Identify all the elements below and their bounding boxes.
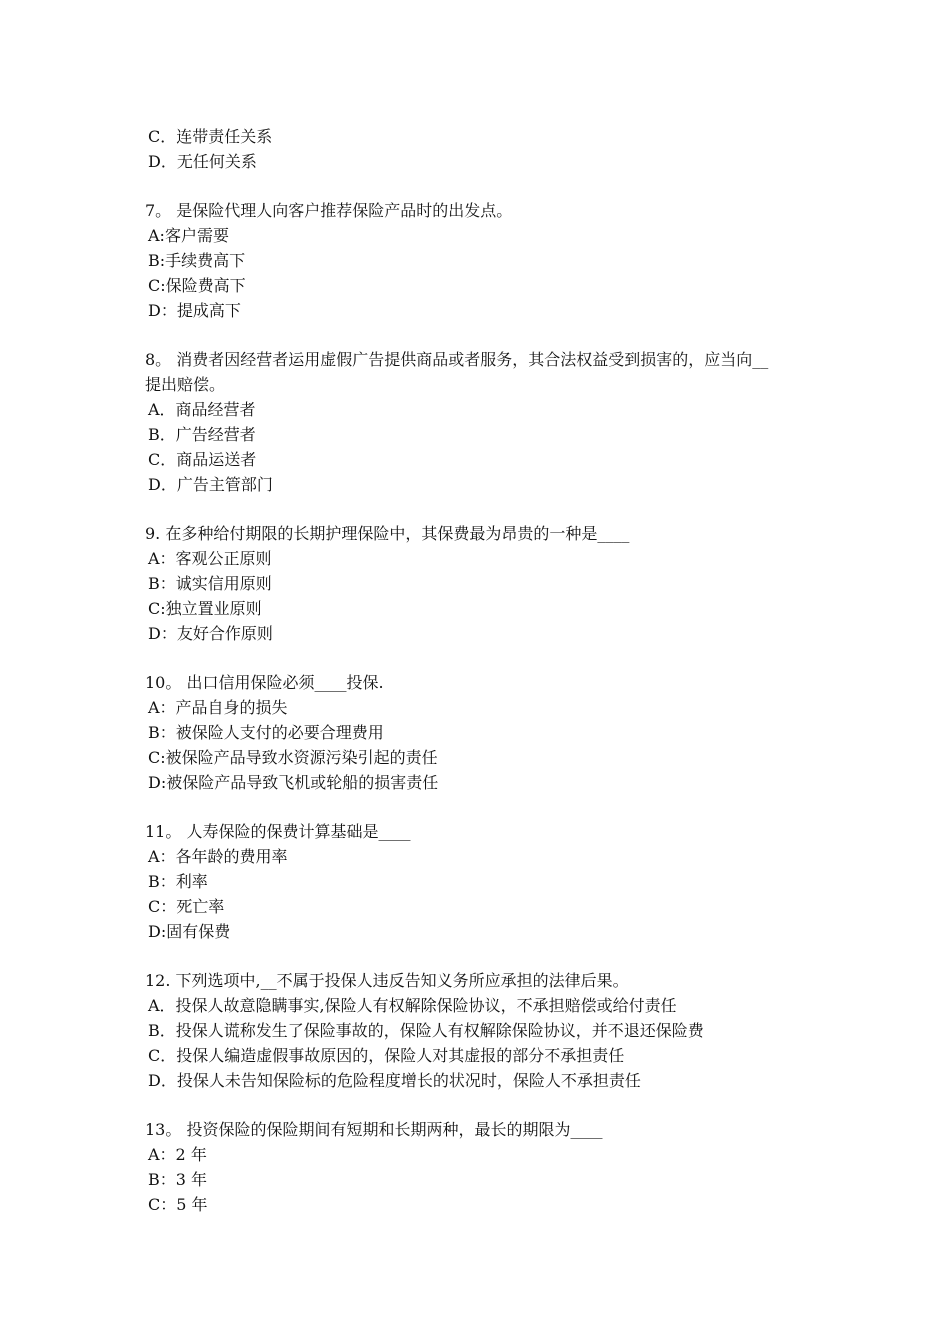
question-11 <box>145 819 825 944</box>
option-line: D．投保人未告知保险标的危险程度增长的状况时，保险人不承担责任 <box>148 1071 641 1090</box>
question-stem: 提出赔偿。 <box>145 375 226 394</box>
option-line: A：产品自身的损失 <box>148 698 288 717</box>
option-line: B．投保人谎称发生了保险事故的，保险人有权解除保险协议，并不退还保险费 <box>148 1021 704 1040</box>
option-line: C．投保人编造虚假事故原因的，保险人对其虚报的部分不承担责任 <box>148 1046 625 1065</box>
question-stem: 11。 人寿保险的保费计算基础是____ <box>145 822 411 841</box>
option-line: A．商品经营者 <box>148 400 256 419</box>
option-line: C:保险费高下 <box>148 276 246 295</box>
question-8 <box>145 347 825 497</box>
option-line: C：5 年 <box>148 1195 208 1214</box>
question-stem: 9. 在多种给付期限的长期护理保险中，其保费最为昂贵的一种是____ <box>145 524 630 543</box>
option-line: D．无任何关系 <box>148 152 257 171</box>
question-stem: 13。 投资保险的保险期间有短期和长期两种，最长的期限为____ <box>145 1120 603 1139</box>
option-line: A：客观公正原则 <box>148 549 272 568</box>
option-line: D:被保险产品导致飞机或轮船的损害责任 <box>148 773 439 792</box>
option-line: D．广告主管部门 <box>148 475 273 494</box>
option-line: A:客户需要 <box>148 226 229 245</box>
option-line: B：3 年 <box>148 1170 208 1189</box>
option-line: A：各年龄的费用率 <box>148 847 288 866</box>
question-stem: 10。 出口信用保险必须____投保. <box>145 673 384 692</box>
option-line: D：友好合作原则 <box>148 624 273 643</box>
question-stem: 12. 下列选项中,__不属于投保人违反告知义务所应承担的法律后果。 <box>145 971 629 990</box>
option-line: C:独立置业原则 <box>148 599 262 618</box>
option-line: B:手续费高下 <box>148 251 246 270</box>
question-12 <box>145 968 825 1093</box>
option-line: C:被保险产品导致水资源污染引起的责任 <box>148 748 438 767</box>
option-line: B：被保险人支付的必要合理费用 <box>148 723 384 742</box>
option-line: B：诚实信用原则 <box>148 574 272 593</box>
option-line: C：死亡率 <box>148 897 225 916</box>
option-line: B．广告经营者 <box>148 425 256 444</box>
question-7 <box>145 198 825 323</box>
option-line: D：提成高下 <box>148 301 241 320</box>
option-line: A：2 年 <box>148 1145 207 1164</box>
option-line: D:固有保费 <box>148 922 231 941</box>
question-9 <box>145 521 825 646</box>
question-13 <box>145 1117 825 1217</box>
option-line: A．投保人故意隐瞒事实,保险人有权解除保险协议，不承担赔偿或给付责任 <box>148 996 677 1015</box>
option-line: B：利率 <box>148 872 208 891</box>
option-line: C．连带责任关系 <box>148 127 273 146</box>
option-line: C．商品运送者 <box>148 450 257 469</box>
document-content <box>145 124 825 1217</box>
question-stem: 7。 是保险代理人向客户推荐保险产品时的出发点。 <box>145 201 513 220</box>
question-stem: 8。 消费者因经营者运用虚假广告提供商品或者服务，其合法权益受到损害的，应当向__ <box>145 350 769 369</box>
question-10 <box>145 670 825 795</box>
